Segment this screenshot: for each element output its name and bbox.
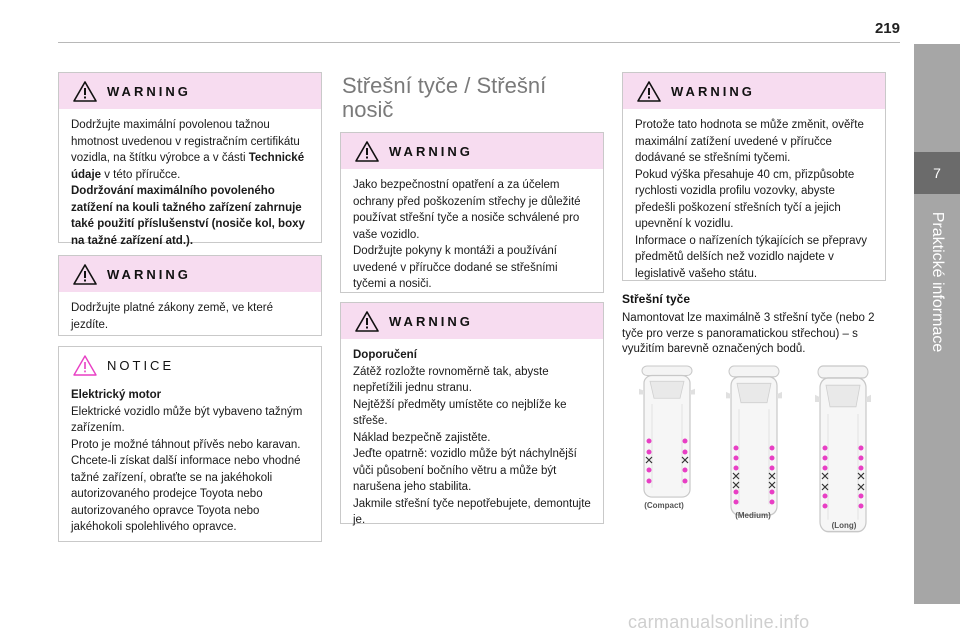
warning-triangle-icon	[355, 311, 379, 332]
warning-header	[59, 256, 321, 292]
warning-triangle-icon	[73, 264, 97, 285]
warning-label: WARNING	[389, 143, 473, 159]
section-title: Střešní tyče / Střešní nosič	[342, 73, 547, 122]
van-medium-icon	[726, 366, 782, 515]
warning-box-max-load	[622, 72, 886, 281]
notice-label: NOTICE	[107, 357, 175, 373]
watermark: carmanualsonline.info	[628, 612, 810, 632]
van-compact-icon	[639, 366, 695, 497]
label-compact: (Compact)	[644, 501, 684, 510]
warning-box-roof-bars	[340, 132, 604, 293]
warning-triangle-icon	[637, 81, 661, 102]
label-long: (Long)	[831, 521, 857, 530]
warning-label: WARNING	[107, 83, 191, 99]
roof-bars-text: Namontovat lze maximálně 3 střešní tyče (nebo 2 tyče pro verze s panoramatickou střechou) – s využitím barevně označených bodů.	[622, 312, 875, 355]
header-rule	[58, 42, 900, 43]
warning-box-towing-weight	[58, 72, 322, 247]
roof-bars-title: Střešní tyče	[622, 292, 691, 306]
warning-label: WARNING	[671, 83, 755, 99]
warning-label: WARNING	[389, 313, 473, 329]
warning-body: Dodržujte platné zákony země, ve které jezdíte.	[71, 302, 273, 331]
warning-body: Doporučení Zátěž rozložte rovnoměrně tak, abyste nepřetížili jednu stranu. Nejtěžší předměty umístěte co nejblíže ke střeše. Náklad bezpečně zajistěte. Jeďte opatrně: vozidlo může být náchylnější vůči působení bočního větru a může být narušena jeho stabilita. Jakmile střešní tyče nepotřebujete, demontujte je.	[353, 349, 591, 526]
notice-triangle-icon	[73, 355, 97, 376]
warning-box-recommendation	[340, 302, 604, 524]
warning-body: Jako bezpečnostní opatření a za účelem ochrany před poškozením střechy je důležité používat střešní tyče a nosiče schválené pro vaše vozidlo. Dodržujte pokyny k montáži a používání uvedené v příručce dodané se střešními tyčemi a nosiči.	[353, 179, 581, 290]
warning-body: Protože tato hodnota se může změnit, ověřte maximální zatížení uvedené v příručce dodávané se střešními tyčemi. Pokud výška přesahuje 40 cm, přizpůsobte rychlosti vozidla profilu vozovky, abyste předešli poškození střešních tyčí a jejich upevnění k vozidlu. Informace o nařízeních týkajících se přepravy předmětů delších než vozidlo najdete v legislativě vašeho státu.	[635, 119, 868, 280]
chapter-number: 7	[914, 152, 960, 194]
warning-box-laws	[58, 255, 322, 336]
label-medium: (Medium)	[735, 511, 771, 520]
page-number: 219	[874, 20, 900, 37]
roof-bar-diagram	[612, 358, 902, 548]
warning-header	[341, 303, 603, 339]
van-long-icon	[815, 366, 871, 532]
warning-header	[623, 73, 885, 109]
warning-header	[341, 133, 603, 169]
warning-header	[59, 73, 321, 109]
chapter-title: Praktické informace	[929, 211, 946, 353]
notice-body: Elektrický motor Elektrické vozidlo může být vybaveno tažným zařízením. Proto je možné táhnout přívěs nebo karavan. Chcete-li získat další informace nebo vhodné tažné zařízení, obraťte se na jakéhokoli autorizovaného prodejce Toyota nebo autorizovaného opravce Toyota nebo jakéhokoli spolehlivého opravce.	[71, 389, 303, 533]
warning-label: WARNING	[107, 266, 191, 282]
notice-box-electric-motor	[58, 346, 322, 542]
warning-triangle-icon	[355, 141, 379, 162]
warning-triangle-icon	[73, 81, 97, 102]
warning-body: Dodržujte maximální povolenou tažnou hmotnost uvedenou v registračním certifikátu vozidla, na štítku výrobce a v části Technické údaje v této příručce. Dodržování maximálního povoleného zatížení na kouli tažného zařízení zahrnuje také použití příslušenství (nosiče kol, boxy na tažné zařízení atd.).	[71, 119, 305, 247]
notice-header	[59, 347, 321, 383]
